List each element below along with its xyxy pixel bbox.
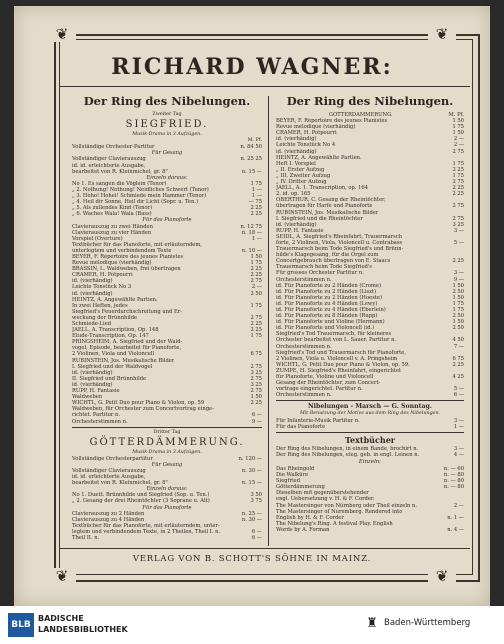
item-text: für Pianoforte, Violine und Violoncell bbox=[276, 374, 374, 381]
gd-title: GÖTTERDÄMMERUNG. bbox=[89, 436, 245, 448]
item-text: id. (vierhändig) bbox=[276, 221, 317, 228]
item-text: „ 2. Nothung! Nothung! Neidliches Schwert (Tenor) bbox=[72, 186, 209, 193]
item-price: 2 50 bbox=[452, 288, 464, 295]
item-price: 3 25 bbox=[250, 381, 262, 388]
item-text: Concertgebrauch übertragen von E. Staacs bbox=[276, 258, 391, 265]
item-text: Textbücher für das Pianoforte, mit erläuterndem, bbox=[72, 241, 202, 248]
item-text: Trauermarsch beim Tode Siegfried's bbox=[276, 264, 372, 271]
item-text: In zwei Heften, jedes bbox=[72, 302, 128, 309]
item-price: n. 10 — bbox=[241, 247, 262, 254]
item-text: I. Siegfried und die Rheintöchter bbox=[276, 215, 363, 222]
item-text: Leichte Tonstück No 4 bbox=[276, 142, 336, 149]
item-text: Heft I. Vorspiel bbox=[276, 160, 316, 167]
item-text: id. Für Pianoforte zu 8 Händen (Rupp) bbox=[276, 313, 378, 320]
item-text: 2 Violinen, Viola und Violoncell bbox=[72, 351, 155, 358]
item-text: Der Ring des Nibelungen, in einem Bande, brochirt n. bbox=[276, 445, 419, 452]
item-text: id. (vierhändig) bbox=[72, 369, 113, 376]
item-text: id. Für Pianoforte zu 4 Händen (Eberlein) bbox=[276, 307, 386, 313]
item-price: n. 1 — bbox=[447, 514, 464, 521]
item-price: 1 — bbox=[251, 235, 262, 242]
item-text: Vollständige Orchester-Partitur bbox=[72, 144, 155, 151]
item-text: No 1. Es sangen die Vöglein (Tenor) bbox=[72, 180, 167, 187]
item-text: Dieselben mit gegenüberstehender bbox=[276, 490, 369, 497]
left-column bbox=[72, 94, 262, 541]
item-text: übertragen für Harfe und Pianoforte bbox=[276, 203, 373, 210]
item-text: PRINGSHEIM, A. Siegfried und der Wald- bbox=[72, 339, 183, 346]
item-text: Orchesterstimmen n. bbox=[276, 392, 332, 399]
item-price: 1 — bbox=[453, 423, 464, 430]
item-price: 1 75 bbox=[452, 300, 464, 307]
item-price: 2 25 bbox=[452, 258, 464, 265]
item-text: The Mastersinger von Nürnberg oder Theil einzeln n. bbox=[276, 502, 417, 509]
currency-header: M. Pf. bbox=[448, 112, 464, 118]
ornament-corner-icon: ❦ bbox=[428, 26, 456, 42]
item-text: richtet. Partitur n. bbox=[72, 412, 121, 419]
item-price: n. 15 — bbox=[241, 168, 262, 175]
item-text: „ 4. Heil dir Sonne, Heil dir Licht (Sopr. u. Ten.) bbox=[72, 199, 199, 206]
item-price: 1 50 bbox=[452, 319, 464, 326]
item-text: Clavierauszug zu 2 Händen bbox=[72, 510, 145, 517]
item-price: n. — 80 bbox=[443, 484, 464, 491]
item-price: 3 — bbox=[453, 445, 464, 452]
item-text: bearbeitet von R. Kleinmichel, gr. 8° bbox=[72, 168, 169, 175]
item-price: 1 75 bbox=[250, 302, 262, 309]
item-text: Für Gesang bbox=[151, 150, 183, 157]
item-text: Waldweben bbox=[72, 394, 103, 401]
item-text: Clavierauszug zu vier Händen bbox=[72, 229, 152, 236]
item-text: Siegfried bbox=[276, 478, 301, 485]
blb-logo[interactable]: BLB bbox=[8, 613, 34, 637]
item-text: Der Ring des Nibelungen, eleg. geb. in engl. Leinen n. bbox=[276, 451, 420, 458]
item-price: n. 18 — bbox=[241, 229, 262, 236]
library-name-line1: BADISCHE bbox=[38, 614, 84, 623]
item-text: Für Gesang bbox=[151, 461, 183, 468]
item-price: 2 — bbox=[251, 284, 262, 291]
item-text: RUPP, H. Fantasie bbox=[72, 388, 120, 395]
item-price: 9 — bbox=[251, 418, 262, 425]
item-price: 1 50 bbox=[452, 130, 464, 137]
item-price: 2 75 bbox=[250, 314, 262, 321]
item-text: Schmiede-Lied bbox=[72, 321, 112, 327]
item-price: 1 50 bbox=[452, 294, 464, 301]
library-name-line2: LANDESBIBLIOTHEK bbox=[38, 625, 128, 634]
item-text: The Nibelung's Ring. A festival Play. English bbox=[276, 520, 393, 527]
item-text: „ II. Erster Aufzug bbox=[276, 166, 325, 173]
item-text: SEIDL, A. Siegfried's Rheinfahrt, Trauermarsch bbox=[276, 233, 402, 240]
item-text: BEYER, F. Répertoire des jeunes Pianistes bbox=[72, 253, 184, 260]
list-item bbox=[276, 392, 464, 398]
item-price: 2 75 bbox=[452, 215, 464, 222]
section-divider bbox=[72, 427, 262, 428]
right-column bbox=[276, 94, 464, 533]
item-price: 4 50 bbox=[452, 337, 464, 344]
item-price: 6 75 bbox=[452, 355, 464, 362]
item-price: 2 25 bbox=[250, 205, 262, 212]
item-price: 2 25 bbox=[452, 166, 464, 173]
item-price: n. 30 — bbox=[241, 516, 262, 523]
siegfried-list bbox=[72, 144, 262, 424]
item-text: OBERTHÜR, C. Gesang der Rheintöchter, bbox=[276, 197, 386, 204]
item-text: Götterdämmerung bbox=[276, 484, 325, 491]
right-gd-head: GÖTTERDÄMMERUNG. bbox=[328, 112, 393, 118]
item-price: 3 25 bbox=[452, 221, 464, 228]
item-text: Revue mélodique (vierhändig) bbox=[276, 124, 356, 131]
item-price: n. 120 — bbox=[238, 455, 262, 462]
item-price: n. 25 — bbox=[241, 510, 262, 517]
item-text: Theil II. n. bbox=[72, 535, 100, 541]
item-price: 3 50 bbox=[250, 492, 262, 499]
item-text: id. id. erleichterte Ausgabe, bbox=[72, 474, 146, 481]
item-text: Einzeln daraus: bbox=[146, 174, 188, 181]
library-name bbox=[38, 613, 128, 635]
siegfried-day: Zweiter Tag bbox=[152, 112, 182, 117]
item-price: 1 — bbox=[251, 193, 262, 200]
item-text: RUPP, H. Fantasie bbox=[276, 227, 324, 234]
item-text: Für das Pianoforte bbox=[142, 217, 192, 224]
item-text: id. Für Pianoforte zu 2 Händen (Liszt) bbox=[276, 288, 377, 295]
item-text: 2 Violinen, Viola u. Violoncell v. A. Pringsheim bbox=[276, 355, 398, 362]
item-price: 5 — bbox=[453, 386, 464, 393]
item-price: 2 50 bbox=[250, 290, 262, 297]
item-price: 3 — bbox=[453, 227, 464, 234]
item-text: HEINTZ, A. Angewählte Partien. bbox=[276, 154, 362, 161]
right-heading: Der Ring des Nibelungen. bbox=[286, 94, 454, 108]
item-price: 9 — bbox=[453, 276, 464, 283]
item-price: 2 — bbox=[453, 136, 464, 143]
item-text: WICHTL, G. Petit Duo pour Piano & Violon, op. 59. bbox=[276, 361, 410, 368]
item-text: Für grosses Orchester Partitur n. bbox=[276, 270, 364, 277]
item-text: Gesang der Rheintöchter, zum Concert- bbox=[276, 380, 381, 387]
currency-header: M. Pf. bbox=[247, 138, 262, 144]
item-text: id. id. erleichterte Ausgabe, bbox=[72, 162, 146, 169]
item-text: Clavierauszug zu 4 Händen bbox=[72, 516, 145, 523]
item-text: Revue mélodique (vierhändig) bbox=[72, 260, 152, 267]
item-price: 2 25 bbox=[250, 211, 262, 218]
item-price: 1 75 bbox=[452, 160, 464, 167]
item-text: id. (vierhändig) bbox=[72, 381, 113, 388]
item-text: Die Walküre bbox=[276, 472, 309, 479]
ornament-corner-icon: ❦ bbox=[428, 568, 456, 584]
catalogue-page bbox=[14, 6, 490, 606]
item-price: 2 25 bbox=[452, 185, 464, 192]
item-text: bearbeitet von R. Kleinmichel, gr. 8° bbox=[72, 480, 169, 487]
item-text: „ 3. Hoho! Hohei! Schmiede mein Hammer (Tenor) bbox=[72, 193, 207, 200]
item-price: 2 25 bbox=[250, 321, 262, 327]
item-text: id. (vierhändig) bbox=[72, 290, 113, 297]
item-price: 2 25 bbox=[250, 400, 262, 407]
item-text: engl. Uebersetzung v. H. & F. Corder. bbox=[276, 496, 375, 503]
item-text: Das Rheingold bbox=[276, 465, 315, 472]
item-text: Orchesterstimmen n. bbox=[72, 418, 128, 425]
item-price: 2 75 bbox=[452, 179, 464, 186]
item-price: 2 75 bbox=[452, 148, 464, 155]
einzeln-heading: Einzeln: bbox=[358, 458, 382, 465]
item-text: vogel, Episode, bearbeitet für Pianoforte, bbox=[72, 345, 181, 352]
item-text: weckung der Brünnhilde bbox=[72, 314, 138, 321]
siegfried-title: SIEGFRIED. bbox=[125, 119, 209, 131]
item-text: Textbücher für das Pianoforte, mit erläuterndem, unter- bbox=[72, 522, 220, 529]
item-text: Vollständiger Clavierauszug bbox=[72, 156, 146, 163]
item-price: 2 25 bbox=[250, 327, 262, 334]
item-price: 4 25 bbox=[452, 374, 464, 381]
item-price: 6 — bbox=[251, 412, 262, 419]
item-text: Einzeln daraus: bbox=[146, 486, 188, 493]
item-price: 2 75 bbox=[452, 203, 464, 210]
item-text: id. Für Pianoforte und Violoncell (id.) bbox=[276, 325, 375, 332]
item-text: Siegfried's Tod und Trauermarsch für Pianoforte, bbox=[276, 349, 406, 356]
item-text: „ III. Zweiter Aufzug bbox=[276, 172, 331, 179]
item-text: id. Für Pianoforte zu 4 Händen (Lewy) bbox=[276, 300, 378, 307]
item-price: 2 75 bbox=[250, 388, 262, 395]
item-text: id. Für Pianoforte zu 2 Händen (Hoeste) bbox=[276, 294, 382, 301]
gd-subtitle: Musik-Drama in 3 Aufzügen. bbox=[132, 449, 202, 455]
item-text: Words by A. Forman bbox=[276, 526, 330, 533]
item-text: legtem und verbindendem Texte, in 2 Theilen, Theil I. n. bbox=[72, 528, 221, 535]
item-price: n. 30 — bbox=[241, 467, 262, 474]
state-crest-icon: ♜ bbox=[366, 616, 378, 631]
list-item bbox=[72, 419, 262, 425]
item-text: BRASSIN, L. Waldweben, frei übertragen bbox=[72, 266, 181, 273]
item-price: 2 75 bbox=[250, 363, 262, 370]
footer-divider bbox=[60, 548, 470, 549]
item-text: RUBINSTEIN, Jos. Musikalische Bilder bbox=[276, 209, 379, 216]
item-price: 2 25 bbox=[250, 272, 262, 279]
item-price: 2 75 bbox=[250, 375, 262, 382]
textbuecher-title: Textbücher bbox=[345, 434, 395, 445]
item-text: JAELL, A. Transcription, Op. 148 bbox=[72, 327, 159, 334]
item-text: hilde's Klagegesang, für die Orgel zum bbox=[276, 252, 379, 259]
march-list bbox=[276, 418, 464, 430]
item-price: n. 84 50 bbox=[240, 144, 262, 151]
item-price: 1 75 bbox=[452, 124, 464, 131]
item-price: 1 50 bbox=[250, 253, 262, 260]
list-item bbox=[72, 535, 262, 541]
item-price: 2 — bbox=[453, 502, 464, 509]
item-price: 2 50 bbox=[452, 313, 464, 320]
item-price: n. 25 25 bbox=[240, 156, 262, 163]
section-divider bbox=[276, 432, 464, 433]
textbook-single-list bbox=[276, 466, 464, 533]
item-text: Trauermarsch beim Tode Siegfried's und Brünn- bbox=[276, 246, 404, 253]
siegfried-subtitle: Musik-Drama in 3 Aufzügen. bbox=[132, 132, 202, 138]
item-text: „ 5. Als zullendes Kind (Tenor) bbox=[72, 205, 153, 212]
item-text: forte, 2 Violinen, Viola, Violoncell u. Contrabass bbox=[276, 239, 403, 246]
item-price: 1 75 bbox=[250, 333, 262, 340]
item-text: ZUMPE, H. Siegfried's Rheinfahrt, eingerichtet bbox=[276, 367, 402, 374]
title-divider bbox=[60, 86, 470, 87]
item-price: n. — 60 bbox=[443, 465, 464, 472]
item-price: 2 50 bbox=[452, 325, 464, 332]
item-price: 6 — bbox=[251, 535, 262, 541]
publisher-footer: VERLAG VON B. SCHOTT'S SÖHNE IN MAINZ. bbox=[132, 554, 372, 564]
item-price: n. 12 75 bbox=[240, 223, 262, 230]
item-text: Siegfried's Feuerdurchschreitung und Er- bbox=[72, 308, 182, 315]
item-text: CRAMER, H. Potpourri bbox=[276, 130, 337, 137]
item-price: 1 50 bbox=[250, 394, 262, 401]
item-price: 2 75 bbox=[250, 278, 262, 285]
item-text: BEYER, F. Répertoire des jeunes Pianistes bbox=[276, 118, 388, 125]
gd-list bbox=[72, 456, 262, 541]
item-text: HEINTZ, A. Angewählte Partien. bbox=[72, 296, 158, 303]
item-text: Etude-Transcription, Op. 147 bbox=[72, 333, 149, 340]
item-price: 3 — bbox=[453, 417, 464, 424]
left-heading: Der Ring des Nibelungen. bbox=[83, 94, 251, 108]
item-text: 2. id. op. 165 bbox=[276, 191, 311, 198]
item-price: 2 25 bbox=[250, 266, 262, 273]
item-text: vortrage eingerichtet. Partitur n. bbox=[276, 386, 363, 393]
item-price: 1 75 bbox=[250, 180, 262, 187]
partner-name[interactable]: Baden-Württemberg bbox=[384, 618, 471, 628]
item-price: 5 — bbox=[453, 239, 464, 246]
item-price: 6 — bbox=[453, 392, 464, 399]
item-text: Vollständige Orchesterpartitur bbox=[72, 455, 153, 462]
item-text: English by H. & F. Corder bbox=[276, 514, 344, 521]
section-divider bbox=[276, 400, 464, 401]
nibelungen-march-subtitle: Mit Benutzung der Motive aus dem Ring des Nibelungen. bbox=[299, 411, 441, 417]
item-text: Orchesterstimmen n. bbox=[276, 343, 332, 350]
item-price: 1 50 bbox=[452, 282, 464, 289]
item-price: 2 25 bbox=[452, 361, 464, 368]
item-text: „ 6. Waches Wala! Wala (Bass) bbox=[72, 211, 152, 218]
item-text: id. (vierhändig) bbox=[276, 148, 317, 155]
item-text: CRAMER, H. Potpourri bbox=[72, 272, 133, 279]
item-price: 1 — bbox=[251, 186, 262, 193]
item-price: 3 — bbox=[453, 270, 464, 277]
item-text: I. Siegfried und der Waldvogel bbox=[72, 363, 153, 370]
item-text: id. Für Pianoforte und Violine (Hermann) bbox=[276, 319, 385, 326]
item-text: II. Siegfried und Brünnhilde bbox=[72, 375, 147, 382]
item-text: Orchester bearbeitet von L. Sauer. Partitur n. bbox=[276, 337, 397, 344]
item-price: 2 25 bbox=[452, 191, 464, 198]
item-price: 1 75 bbox=[452, 172, 464, 179]
item-price: 3 75 bbox=[250, 498, 262, 505]
item-text: id. Für Pianoforte zu 2 Händen (Crome) bbox=[276, 282, 381, 289]
item-text: id. (vierhändig) bbox=[72, 278, 113, 285]
item-text: Für das Pianoforte bbox=[276, 423, 326, 430]
item-price: 6 75 bbox=[250, 351, 262, 358]
item-price: n. 15 — bbox=[241, 480, 262, 487]
page-title: RICHARD WAGNER: bbox=[111, 54, 393, 80]
item-text: Orchesterstimmen n. bbox=[276, 276, 332, 283]
item-text: unterlegtem und verbindendem Texte bbox=[72, 247, 172, 254]
list-item bbox=[276, 452, 464, 458]
item-text: JAELL, A. 1. Transcription, op. 164 bbox=[276, 185, 368, 192]
item-text: Vollständiger Clavierauszug bbox=[72, 467, 146, 474]
item-text: „ IV. Dritter Aufzug bbox=[276, 179, 327, 186]
item-price: 3 25 bbox=[250, 369, 262, 376]
item-text: Für Infanterie-Musik Partitur n. bbox=[276, 417, 360, 424]
ornament-corner-icon: ❦ bbox=[48, 568, 76, 584]
textbook-list bbox=[276, 446, 464, 458]
nibelungen-march-title: Nibelungen - Marsch — G. Sonntag. bbox=[308, 403, 432, 411]
item-text: Waldweben, für Orchester zum Concertvortrag einge- bbox=[72, 406, 214, 413]
item-text: Vorspiel (Overture) bbox=[72, 235, 123, 242]
gd-day: Dritter Tag bbox=[153, 429, 181, 435]
gd-piano-list bbox=[276, 118, 464, 398]
item-text: Clavierauszug zu zwei Händen bbox=[72, 223, 153, 230]
item-text: Leichte Tonstück No 3 bbox=[72, 284, 132, 291]
item-price: n. 4 — bbox=[447, 526, 464, 533]
list-item bbox=[276, 424, 464, 430]
item-price: 1 50 bbox=[452, 118, 464, 125]
item-text: No 1. Duett. Brünnhilde und Siegfried (Sop. u. Ten.) bbox=[72, 492, 210, 499]
item-text: id. (vierhändig) bbox=[276, 136, 317, 143]
item-price: 4 — bbox=[453, 451, 464, 458]
item-price: — 75 bbox=[248, 199, 262, 206]
item-text: The Mastersinger of Nuremberg. Rendered into bbox=[276, 508, 403, 515]
list-item bbox=[276, 527, 464, 533]
item-text: WICHTL, G. Petit Duo pour Piano & Violon, op. 59 bbox=[72, 400, 205, 407]
column-divider bbox=[268, 96, 269, 546]
item-price: n. — 80 bbox=[443, 472, 464, 479]
item-text: „ 2. Gesang der drei Rheintöchter (3 Soprane u. Alt) bbox=[72, 498, 210, 505]
item-text: RUBINSTEIN, Jos. Musikalische Bilder bbox=[72, 357, 175, 364]
item-price: n. — 80 bbox=[443, 478, 464, 485]
item-price: 1 75 bbox=[452, 307, 464, 313]
item-text: Siegfried's Tod Trauermarsch, für kleineres bbox=[276, 331, 392, 338]
item-text: Für das Pianoforte bbox=[142, 504, 192, 511]
item-price: 7 — bbox=[453, 343, 464, 350]
item-price: 6 — bbox=[251, 528, 262, 535]
item-price: 1 75 bbox=[250, 260, 262, 267]
item-price: 2 — bbox=[453, 142, 464, 149]
ornament-corner-icon: ❦ bbox=[48, 26, 76, 42]
